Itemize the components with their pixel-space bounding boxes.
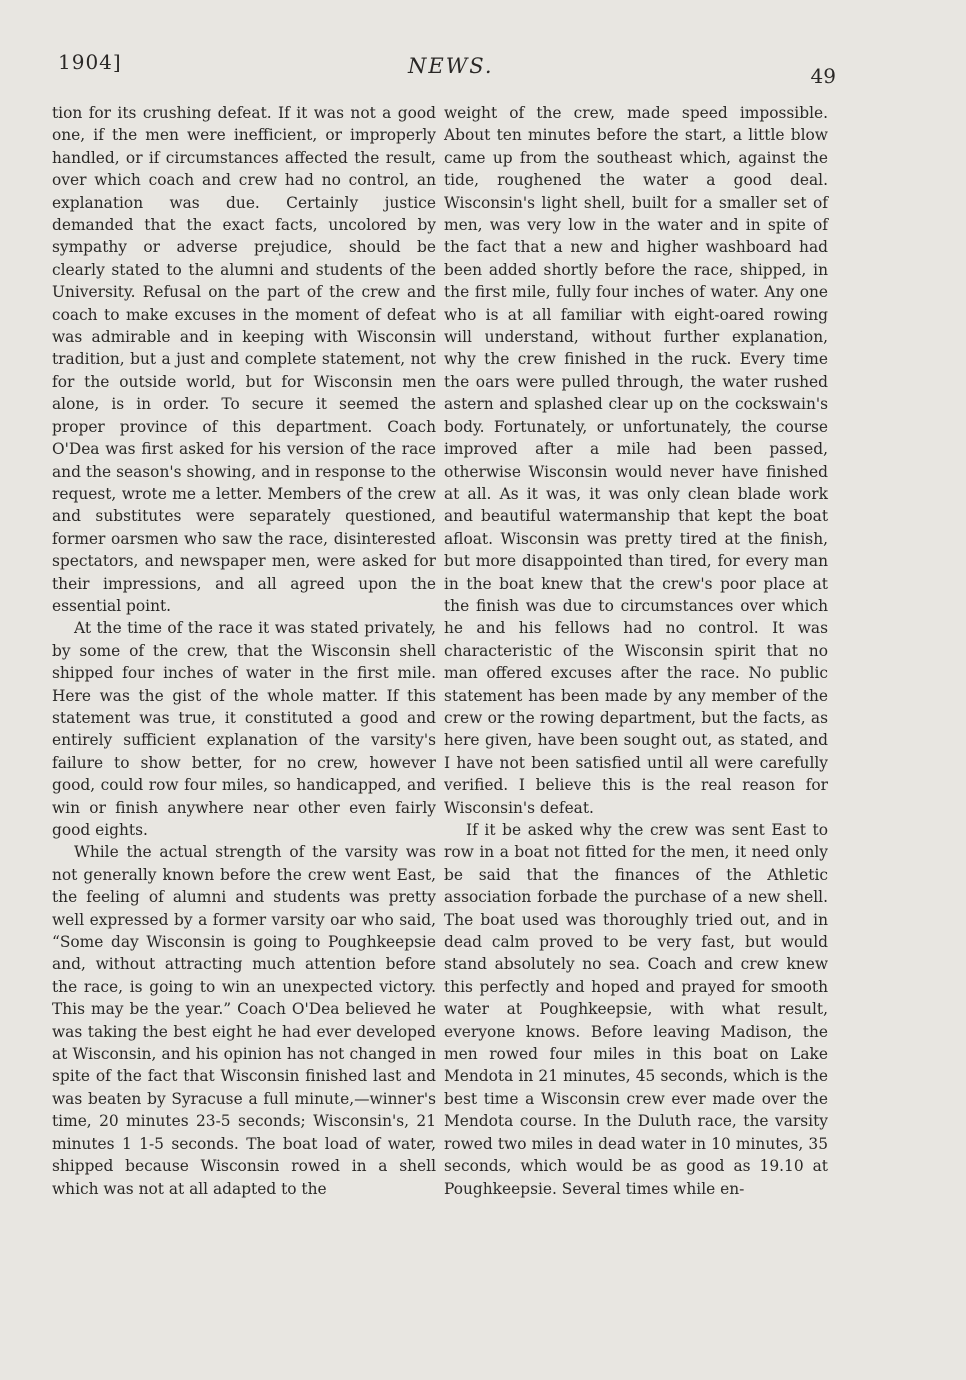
running-header [58, 50, 836, 90]
header-title: NEWS. [408, 54, 494, 78]
header-year: 1904] [58, 50, 122, 74]
paragraph: tion for its crushing defeat. If it was not a good one, if the men were inefficient, or improperly handled, or if circumstances affected the result, over which coach and crew had no control, an explanation was due. Certainly justice demanded that the exact facts, uncolored by sympathy or adverse prejudice, should be clearly stated to the alumni and students of the University. Refusal on the part of the crew and coach to make excuses in the moment of defeat was admirable and in keeping with Wisconsin tradition, but a just and complete statement, not for the outside world, but for Wisconsin men alone, is in order. To secure it seemed the proper province of this department. Coach O'Dea was first asked for his version of the race and the season's showing, and in response to the request, wrote me a letter. Members of the crew and substitutes were separately questioned, former oarsmen who saw the race, disinterested spectators, and newspaper men, were asked for their impressions, and all agreed upon the essential point. [52, 104, 436, 615]
page-number: 49 [810, 64, 836, 88]
paragraph: While the actual strength of the varsity was not generally known before the crew went East, the feeling of alumni and students was pretty well expressed by a former varsity oar who said, “Some day Wisconsin is going to Poughkeepsie and, without attracting much attention before the race, is going to win an unexpected victory. This may be the year.” Coach O'Dea believed he was taking the best eight he had ever developed at Wisconsin, and his opinion has not changed in spite of the fact that Wisconsin finished last and was beaten by Syracuse a full minute,—winner's time, 20 minutes 23-5 seconds; Wisconsin's, 21 minutes 1 1-5 seconds. The boat load of water, shipped because Wisconsin rowed in a shell which was not at all adapted to the [52, 843, 436, 1198]
right-column [444, 102, 828, 1200]
paragraph: If it be asked why the crew was sent East to row in a boat not fitted for the men, it need only be said that the finances of the Athletic association forbade the purchase of a new shell. The boat used was thoroughly tried out, and in dead calm proved to be very fast, but would stand absolutely no sea. Coach and crew knew this perfectly and hoped and prayed for smooth water at Poughkeepsie, with what result, everyone knows. Before leaving Madison, the men rowed four miles in this boat on Lake Mendota in 21 minutes, 45 seconds, which is the best time a Wisconsin crew ever made over the Mendota course. In the Duluth race, the varsity rowed two miles in dead water in 10 minutes, 35 seconds, which would be as good as 19.10 at Poughkeepsie. Several times while en- [444, 821, 828, 1198]
paragraph: weight of the crew, made speed impossible. About ten minutes before the start, a little blow came up from the southeast which, against the tide, roughened the water a good deal. Wisconsin's light shell, built for a smaller set of men, was very low in the water and in spite of the fact that a new and higher washboard had been added shortly before the race, shipped, in the first mile, fully four inches of water. Any one who is at all familiar with eight-oared rowing will understand, without further explanation, why the crew finished in the ruck. Every time the oars were pulled through, the water rushed astern and splashed clear up on the cockswain's body. Fortunately, or unfortunately, the course improved after a mile had been passed, otherwise Wisconsin would never have finished at all. As it was, it was only clean blade work and beautiful watermanship that kept the boat afloat. Wisconsin was pretty tired at the finish, but more disappointed than tired, for every man in the boat knew that the crew's poor place at the finish was due to circumstances over which he and his fellows had no control. It was characteristic of the Wisconsin spirit that no man offered excuses after the race. No public statement has been made by any member of the crew or the rowing department, but the facts, as here given, have been sought out, as stated, and I have not been satisfied until all were carefully verified. I believe this is the real reason for Wisconsin's defeat. [444, 104, 828, 817]
left-column [52, 102, 436, 1200]
paragraph: At the time of the race it was stated privately, by some of the crew, that the Wisconsin shell shipped four inches of water in the first mile. Here was the gist of the whole matter. If this statement was true, it constituted a good and entirely sufficient explanation of the varsity's failure to show better, for no crew, however good, could row four miles, so handicapped, and win or finish anywhere near other even fairly good eights. [52, 619, 436, 839]
